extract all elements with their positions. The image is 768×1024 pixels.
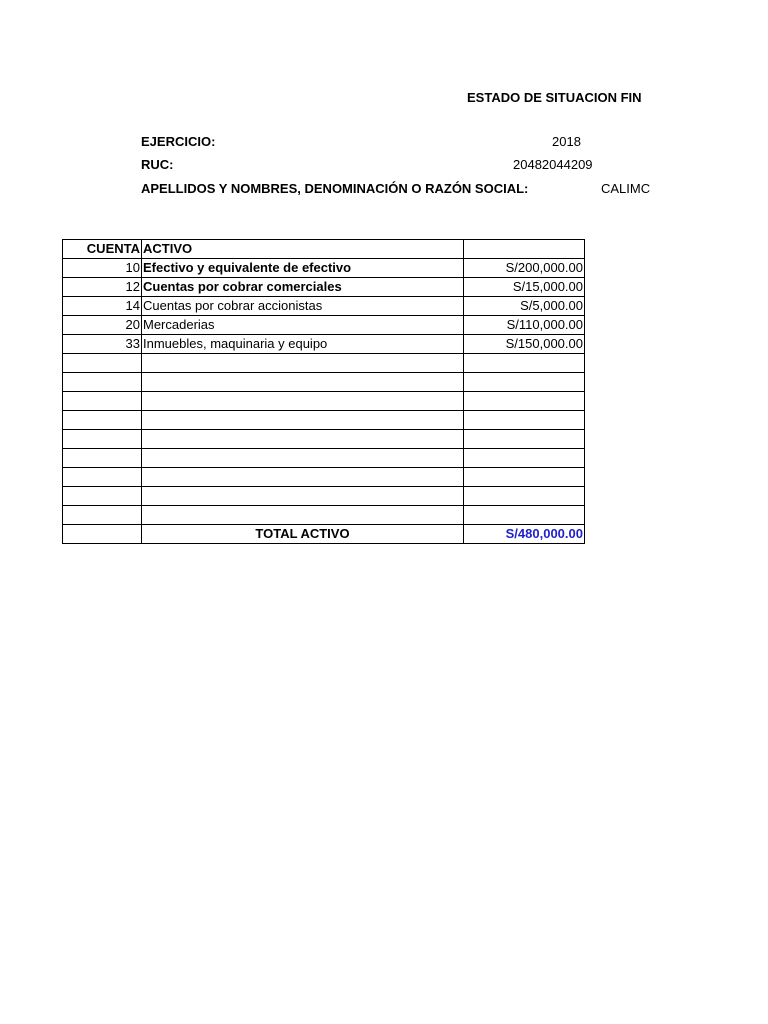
cuenta-cell bbox=[63, 487, 142, 506]
table-row bbox=[63, 316, 585, 335]
table-row bbox=[63, 392, 585, 411]
ejercicio-label: EJERCICIO: bbox=[141, 134, 216, 149]
amount-cell bbox=[464, 411, 585, 430]
amount-cell bbox=[464, 487, 585, 506]
amount-cell: S/150,000.00 bbox=[464, 335, 585, 354]
total-empty-cell bbox=[63, 525, 142, 544]
table-row bbox=[63, 373, 585, 392]
table-row bbox=[63, 449, 585, 468]
table-header-row bbox=[63, 240, 585, 259]
amount-cell: S/200,000.00 bbox=[464, 259, 585, 278]
amount-cell bbox=[464, 430, 585, 449]
table-row bbox=[63, 468, 585, 487]
cuenta-cell: 33 bbox=[63, 335, 142, 354]
col-header-cuenta: CUENTA bbox=[63, 240, 142, 259]
amount-cell bbox=[464, 449, 585, 468]
razon-social-value: CALIMC bbox=[601, 181, 650, 196]
activo-description-cell: Mercaderias bbox=[142, 316, 464, 335]
cuenta-cell bbox=[63, 392, 142, 411]
table-row bbox=[63, 354, 585, 373]
table-row bbox=[63, 430, 585, 449]
activo-description-cell bbox=[142, 506, 464, 525]
activo-description-cell: Inmuebles, maquinaria y equipo bbox=[142, 335, 464, 354]
activo-description-cell bbox=[142, 392, 464, 411]
table-row bbox=[63, 297, 585, 316]
cuenta-cell bbox=[63, 468, 142, 487]
total-row bbox=[63, 525, 585, 544]
activo-description-cell bbox=[142, 354, 464, 373]
table-row bbox=[63, 278, 585, 297]
amount-cell bbox=[464, 373, 585, 392]
total-activo-amount: S/480,000.00 bbox=[464, 525, 585, 544]
amount-cell bbox=[464, 506, 585, 525]
document-title: ESTADO DE SITUACION FIN bbox=[467, 90, 642, 105]
activo-description-cell bbox=[142, 373, 464, 392]
activo-table bbox=[62, 239, 585, 544]
activo-description-cell bbox=[142, 449, 464, 468]
cuenta-cell bbox=[63, 449, 142, 468]
amount-cell: S/110,000.00 bbox=[464, 316, 585, 335]
amount-cell bbox=[464, 468, 585, 487]
col-header-activo: ACTIVO bbox=[142, 240, 464, 259]
cuenta-cell bbox=[63, 354, 142, 373]
cuenta-cell: 20 bbox=[63, 316, 142, 335]
cuenta-cell: 10 bbox=[63, 259, 142, 278]
table-row bbox=[63, 411, 585, 430]
cuenta-cell: 14 bbox=[63, 297, 142, 316]
table-row bbox=[63, 259, 585, 278]
total-activo-label: TOTAL ACTIVO bbox=[142, 525, 464, 544]
table-row bbox=[63, 487, 585, 506]
cuenta-cell bbox=[63, 430, 142, 449]
amount-cell bbox=[464, 354, 585, 373]
activo-description-cell bbox=[142, 487, 464, 506]
cuenta-cell bbox=[63, 506, 142, 525]
activo-description-cell: Cuentas por cobrar comerciales bbox=[142, 278, 464, 297]
ruc-label: RUC: bbox=[141, 157, 174, 172]
ruc-value: 20482044209 bbox=[513, 157, 593, 172]
amount-cell: S/5,000.00 bbox=[464, 297, 585, 316]
amount-cell: S/15,000.00 bbox=[464, 278, 585, 297]
amount-cell bbox=[464, 392, 585, 411]
cuenta-cell bbox=[63, 373, 142, 392]
col-header-amount bbox=[464, 240, 585, 259]
activo-description-cell bbox=[142, 411, 464, 430]
table-row bbox=[63, 335, 585, 354]
header-area bbox=[0, 0, 650, 210]
activo-description-cell: Efectivo y equivalente de efectivo bbox=[142, 259, 464, 278]
table-row bbox=[63, 506, 585, 525]
activo-description-cell bbox=[142, 430, 464, 449]
activo-description-cell bbox=[142, 468, 464, 487]
activo-description-cell: Cuentas por cobrar accionistas bbox=[142, 297, 464, 316]
cuenta-cell: 12 bbox=[63, 278, 142, 297]
razon-social-label: APELLIDOS Y NOMBRES, DENOMINACIÓN O RAZÓN SOCIAL: bbox=[141, 181, 529, 196]
cuenta-cell bbox=[63, 411, 142, 430]
ejercicio-value: 2018 bbox=[552, 134, 581, 149]
